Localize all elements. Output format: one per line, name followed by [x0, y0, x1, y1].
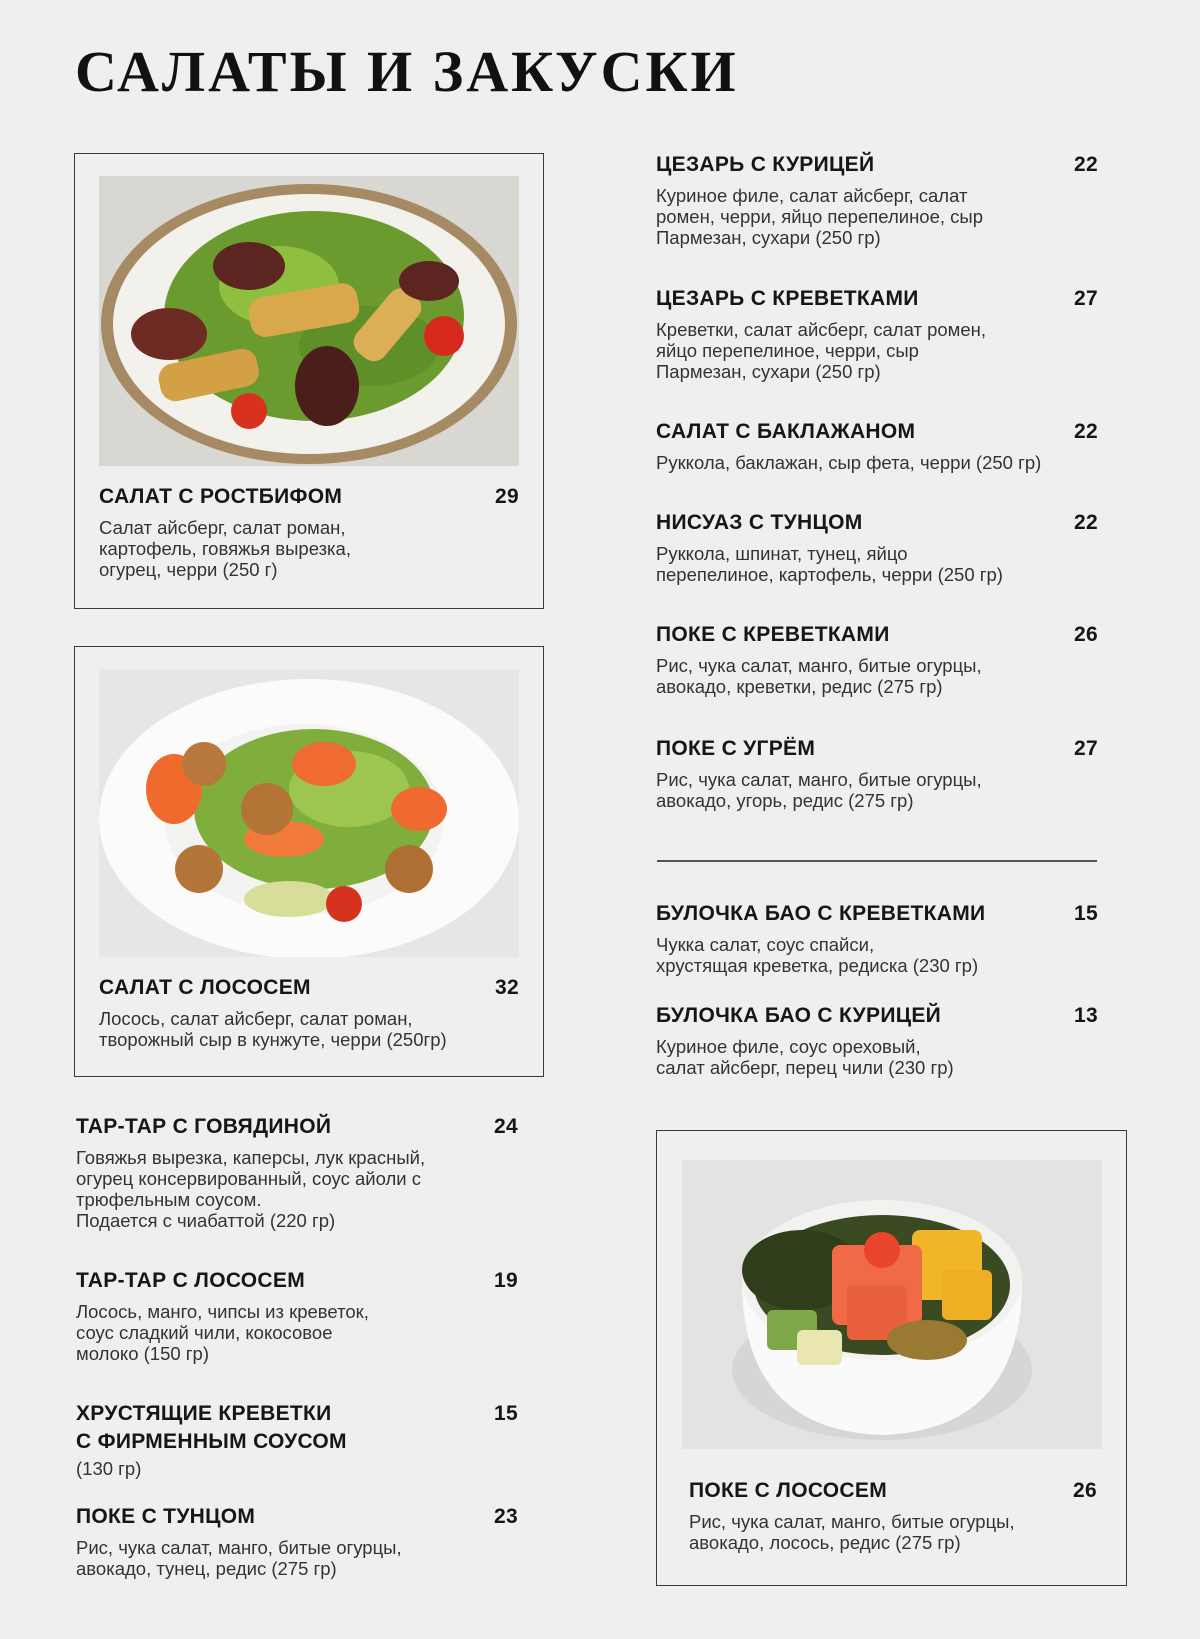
menu-item-poke-eel: [656, 735, 1098, 811]
item-description: Рис, чука салат, манго, битые огурцы, авокадо, тунец, редис (275 гр): [76, 1537, 402, 1579]
item-description: Рис, чука салат, манго, битые огурцы, авокадо, лосось, редис (275 гр): [689, 1511, 1015, 1553]
item-description: Куриное филе, соус ореховый, салат айсберг, перец чили (230 гр): [656, 1036, 954, 1078]
item-name: САЛАТ С БАКЛАЖАНОМ: [656, 420, 916, 443]
menu-item-nicoise: [656, 509, 1098, 585]
item-price: 15: [494, 1402, 518, 1425]
item-name: БУЛОЧКА БАО С КУРИЦЕЙ: [656, 1004, 942, 1027]
item-description: Рис, чука салат, манго, битые огурцы, авокадо, угорь, редис (275 гр): [656, 769, 982, 811]
item-description: Говяжья вырезка, каперсы, лук красный, огурец консервированный, соус айоли с трюфельным соусом. Подается с чиабаттой (220 гр): [76, 1147, 426, 1231]
item-description: Салат айсберг, салат роман, картофель, говяжья вырезка, огурец, черри (250 г): [99, 517, 351, 580]
item-name: ПОКЕ С УГРЁМ: [656, 737, 816, 760]
item-name: НИСУАЗ С ТУНЦОМ: [656, 511, 863, 534]
item-price: 27: [1074, 737, 1098, 760]
menu-item-eggplant: [656, 418, 1098, 473]
item-name: САЛАТ С ЛОСОСЕМ: [99, 976, 311, 999]
item-price: 32: [495, 976, 519, 999]
item-name: ПОКЕ С ТУНЦОМ: [76, 1505, 256, 1528]
menu-item-poke-shrimp: [656, 621, 1098, 697]
item-price: 23: [494, 1505, 518, 1528]
item-price: 29: [495, 485, 519, 508]
item-price: 15: [1074, 902, 1098, 925]
item-price: 19: [494, 1269, 518, 1292]
item-description: Лосось, манго, чипсы из креветок, соус сладкий чили, кокосовое молоко (150 гр): [76, 1301, 369, 1364]
item-price: 24: [494, 1115, 518, 1138]
page-title: САЛАТЫ И ЗАКУСКИ: [75, 39, 739, 104]
menu-item-bao-chicken: [656, 1002, 1098, 1078]
section-divider: [657, 860, 1097, 862]
menu-item-rostbif: [99, 483, 519, 580]
item-price: 22: [1074, 153, 1098, 176]
item-name: ЦЕЗАРЬ С КУРИЦЕЙ: [656, 153, 875, 176]
item-name: ПОКЕ С ЛОСОСЕМ: [689, 1479, 887, 1502]
menu-item-caesar-shrimp: [656, 285, 1098, 382]
menu-item-bao-shrimp: [656, 900, 1098, 976]
item-name: ПОКЕ С КРЕВЕТКАМИ: [656, 623, 890, 646]
item-price: 13: [1074, 1004, 1098, 1027]
photo-losos-salad: [99, 669, 519, 957]
item-name: ХРУСТЯЩИЕ КРЕВЕТКИ С ФИРМЕННЫМ СОУСОМ: [76, 1402, 347, 1453]
menu-item-crispy-shrimp: [76, 1400, 518, 1479]
item-description: Руккола, баклажан, сыр фета, черри (250 гр): [656, 452, 1042, 473]
item-price: 27: [1074, 287, 1098, 310]
item-name: ТАР-ТАР С ГОВЯДИНОЙ: [76, 1115, 332, 1138]
menu-item-poke-salmon: [689, 1477, 1097, 1553]
item-price: 22: [1074, 511, 1098, 534]
item-description: Лосось, салат айсберг, салат роман, творожный сыр в кунжуте, черри (250гр): [99, 1008, 447, 1050]
item-name: САЛАТ С РОСТБИФОМ: [99, 485, 343, 508]
item-name: БУЛОЧКА БАО С КРЕВЕТКАМИ: [656, 902, 986, 925]
item-description: Креветки, салат айсберг, салат ромен, яйцо перепелиное, черри, сыр Пармезан, сухари (250 гр): [656, 319, 987, 382]
item-name: ТАР-ТАР С ЛОСОСЕМ: [76, 1269, 305, 1292]
photo-rostbif: [99, 176, 519, 466]
item-description: (130 гр): [76, 1458, 142, 1479]
menu-item-tartar-salmon: [76, 1267, 518, 1364]
menu-item-poke-tuna: [76, 1503, 518, 1579]
item-price: 22: [1074, 420, 1098, 443]
menu-item-caesar-chicken: [656, 151, 1098, 248]
menu-item-losos-salad: [99, 974, 519, 1050]
item-description: Руккола, шпинат, тунец, яйцо перепелиное, картофель, черри (250 гр): [656, 543, 1003, 585]
photo-poke-salmon: [682, 1160, 1102, 1449]
item-name: ЦЕЗАРЬ С КРЕВЕТКАМИ: [656, 287, 919, 310]
item-description: Чукка салат, соус спайси, хрустящая креветка, редиска (230 гр): [656, 934, 979, 976]
item-price: 26: [1073, 1479, 1097, 1502]
menu-item-tartar-beef: [76, 1113, 518, 1231]
item-description: Рис, чука салат, манго, битые огурцы, авокадо, креветки, редис (275 гр): [656, 655, 982, 697]
item-description: Куриное филе, салат айсберг, салат ромен, черри, яйцо перепелиное, сыр Пармезан, сухари (250 гр): [656, 185, 983, 248]
item-price: 26: [1074, 623, 1098, 646]
